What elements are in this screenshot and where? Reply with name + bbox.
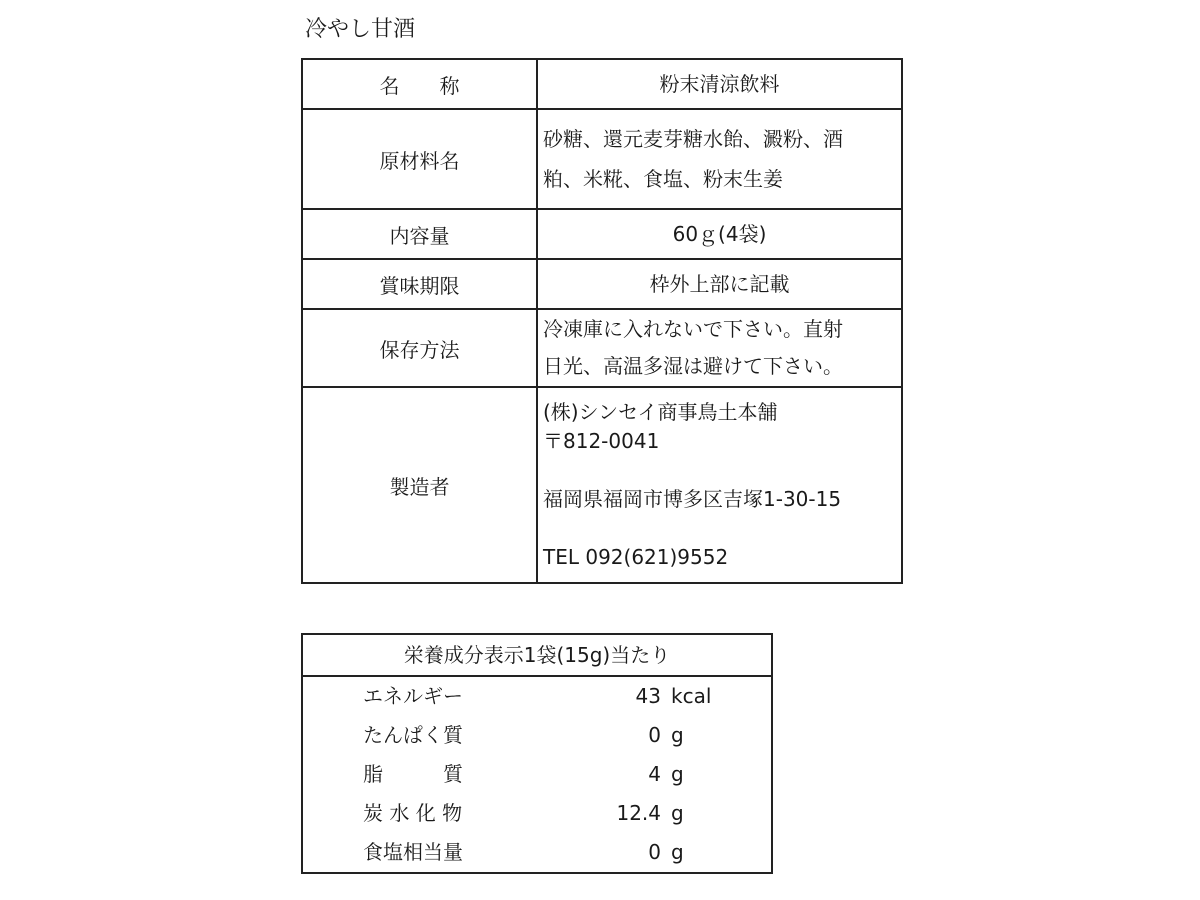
spec-label: 名 称 <box>302 59 537 109</box>
nutrient-amount: 0 <box>648 723 661 747</box>
product-title: 冷やし甘酒 <box>305 17 416 42</box>
nutrient-amount: 12.4 <box>616 801 661 825</box>
spec-value-line: 粕、米糀、食塩、粉末生姜 <box>543 167 783 191</box>
spec-value-line: TEL 092(621)9552 <box>543 545 729 569</box>
nutrient-unit: g <box>671 762 684 786</box>
nutrition-row <box>303 677 771 716</box>
nutrient-amount: 43 <box>635 684 661 708</box>
spec-value-line: 冷凍庫に入れないで下さい。直射 <box>543 317 843 341</box>
spec-row-expiry <box>302 259 902 309</box>
spec-label: 賞味期限 <box>302 259 537 309</box>
nutrient-unit: g <box>671 840 684 864</box>
spec-value: 枠外上部に記載 <box>537 259 902 309</box>
spec-label: 内容量 <box>302 209 537 259</box>
spec-label: 原材料名 <box>302 109 537 209</box>
spec-value-line: 砂糖、還元麦芽糖水飴、澱粉、酒 <box>543 127 843 151</box>
spec-value: 60ｇ(4袋) <box>537 209 902 259</box>
spec-value <box>537 309 902 387</box>
nutrition-row <box>303 755 771 794</box>
spec-value <box>537 109 902 209</box>
spec-value: 粉末清涼飲料 <box>537 59 902 109</box>
spec-row-name <box>302 59 902 109</box>
nutrition-table <box>301 633 773 874</box>
nutrient-name: エネルギー <box>363 684 463 708</box>
spec-row-manufacturer <box>302 387 902 583</box>
nutrition-row <box>303 794 771 833</box>
nutrition-row <box>303 833 771 872</box>
spec-row-storage <box>302 309 902 387</box>
spec-label: 製造者 <box>302 387 537 583</box>
spec-value-line: (株)シンセイ商事鳥土本舗 <box>543 400 778 424</box>
spec-row-content <box>302 209 902 259</box>
spec-value <box>537 387 902 583</box>
nutrient-name: 炭 水 化 物 <box>363 801 463 825</box>
product-spec-table <box>301 58 903 584</box>
spec-value-line: 日光、高温多湿は避けて下さい。 <box>543 354 843 378</box>
spec-value-line: 〒812-0041 <box>543 429 660 453</box>
nutrient-unit: g <box>671 723 684 747</box>
nutrient-amount: 0 <box>648 840 661 864</box>
spec-label: 保存方法 <box>302 309 537 387</box>
nutrient-name: たんぱく質 <box>363 723 463 747</box>
nutrition-row <box>303 716 771 755</box>
nutrient-unit: kcal <box>671 684 712 708</box>
nutrient-amount: 4 <box>648 762 661 786</box>
nutrition-header: 栄養成分表示1袋(15g)当たり <box>303 635 771 677</box>
spec-value-line: 福岡県福岡市博多区吉塚1-30-15 <box>543 487 842 511</box>
nutrient-name: 脂 質 <box>363 762 463 786</box>
spec-row-ingredients <box>302 109 902 209</box>
nutrient-name: 食塩相当量 <box>363 840 463 864</box>
nutrient-unit: g <box>671 801 684 825</box>
